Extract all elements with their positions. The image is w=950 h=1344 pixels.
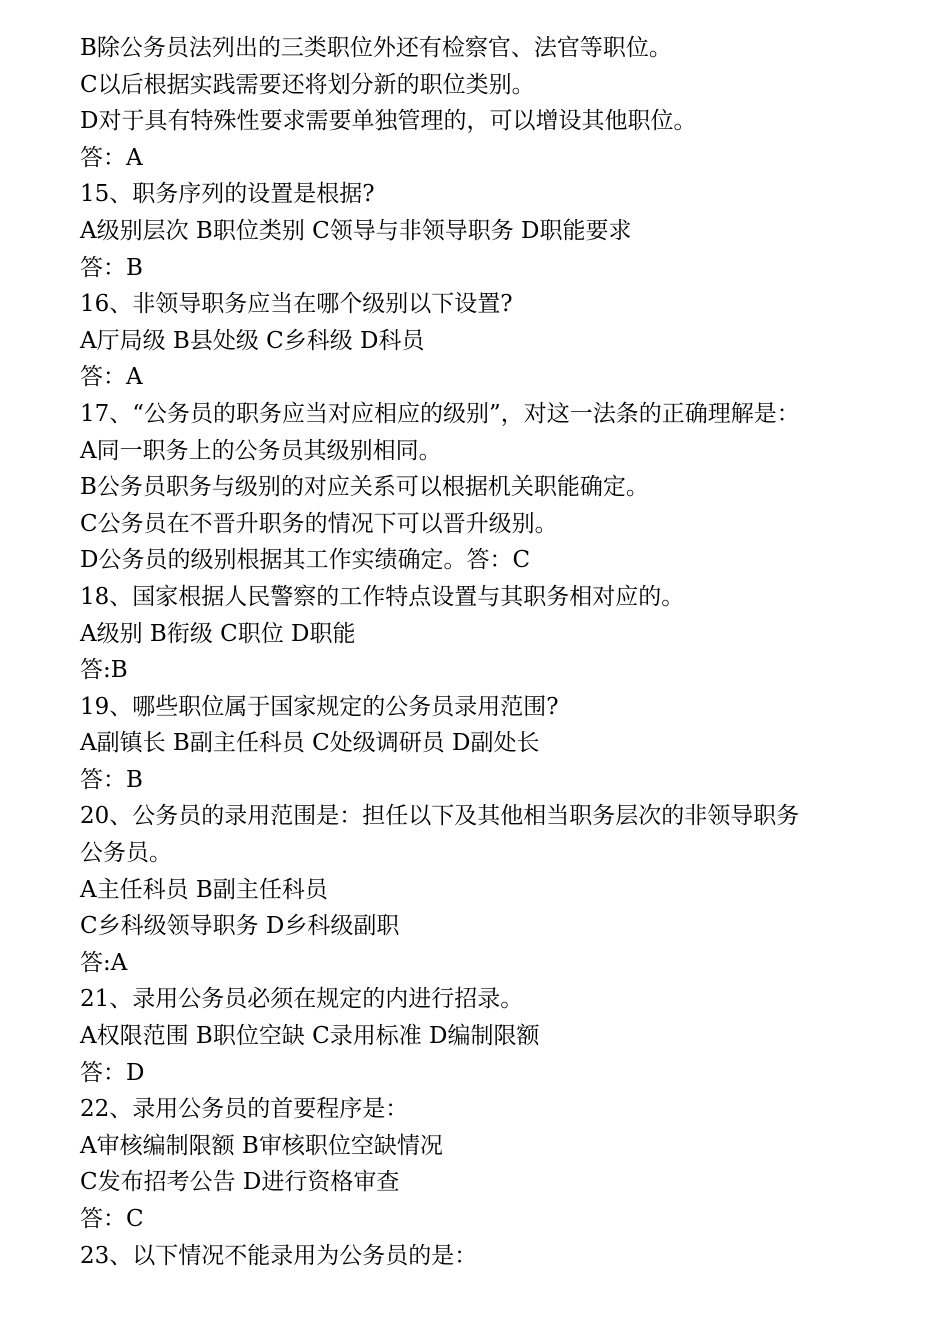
text-line: D对于具有特殊性要求需要单独管理的，可以增设其他职位。	[80, 108, 697, 135]
options-line: A厅局级 B县处级 C乡科级 D科员	[80, 327, 425, 354]
question-line: 15、职务序列的设置是根据?	[80, 181, 375, 208]
answer-line: 答：A	[80, 144, 143, 171]
options-line: A同一职务上的公务员其级别相同。	[80, 437, 442, 464]
document-page	[80, 30, 930, 1274]
answer-line: 答：B	[80, 254, 143, 281]
options-line: A权限范围 B职位空缺 C录用标准 D编制限额	[80, 1023, 540, 1050]
question-line: 20、公务员的录用范围是：担任以下及其他相当职务层次的非领导职务	[80, 803, 800, 830]
text-line: C以后根据实践需要还将划分新的职位类别。	[80, 71, 535, 98]
question-line: 19、哪些职位属于国家规定的公务员录用范围?	[80, 693, 559, 720]
options-line: A审核编制限额 B审核职位空缺情况	[80, 1132, 443, 1159]
question-line: 22、录用公务员的首要程序是：	[80, 1096, 409, 1123]
question-line: 21、录用公务员必须在规定的内进行招录。	[80, 986, 524, 1013]
options-line: A主任科员 B副主任科员	[80, 876, 328, 903]
answer-line: 答:B	[80, 657, 128, 684]
question-line: 16、非领导职务应当在哪个级别以下设置?	[80, 291, 513, 318]
answer-line: 答：B	[80, 766, 143, 793]
options-line: C乡科级领导职务 D乡科级副职	[80, 913, 400, 940]
options-line: D公务员的级别根据其工作实绩确定。答：C	[80, 547, 531, 574]
answer-line: 答：C	[80, 1206, 144, 1232]
options-line: C公务员在不晋升职务的情况下可以晋升级别。	[80, 510, 558, 537]
answer-line: 答:A	[80, 949, 128, 976]
question-line: 17、“公务员的职务应当对应相应的级别”，对这一法条的正确理解是：	[80, 400, 800, 427]
options-line: B公务员职务与级别的对应关系可以根据机关职能确定。	[80, 474, 649, 501]
options-line: A级别 B衔级 C职位 D职能	[80, 620, 356, 647]
options-line: C发布招考公告 D进行资格审查	[80, 1169, 400, 1196]
answer-line: 答：D	[80, 1059, 145, 1086]
question-line: 18、国家根据人民警察的工作特点设置与其职务相对应的。	[80, 583, 685, 610]
question-line: 公务员。	[80, 840, 172, 867]
options-line: A副镇长 B副主任科员 C处级调研员 D副处长	[80, 730, 540, 757]
answer-line: 答：A	[80, 364, 143, 391]
question-line: 23、以下情况不能录用为公务员的是：	[80, 1242, 478, 1269]
text-line: B除公务员法列出的三类职位外还有检察官、法官等职位。	[80, 35, 672, 61]
options-line: A级别层次 B职位类别 C领导与非领导职务 D职能要求	[80, 217, 632, 244]
